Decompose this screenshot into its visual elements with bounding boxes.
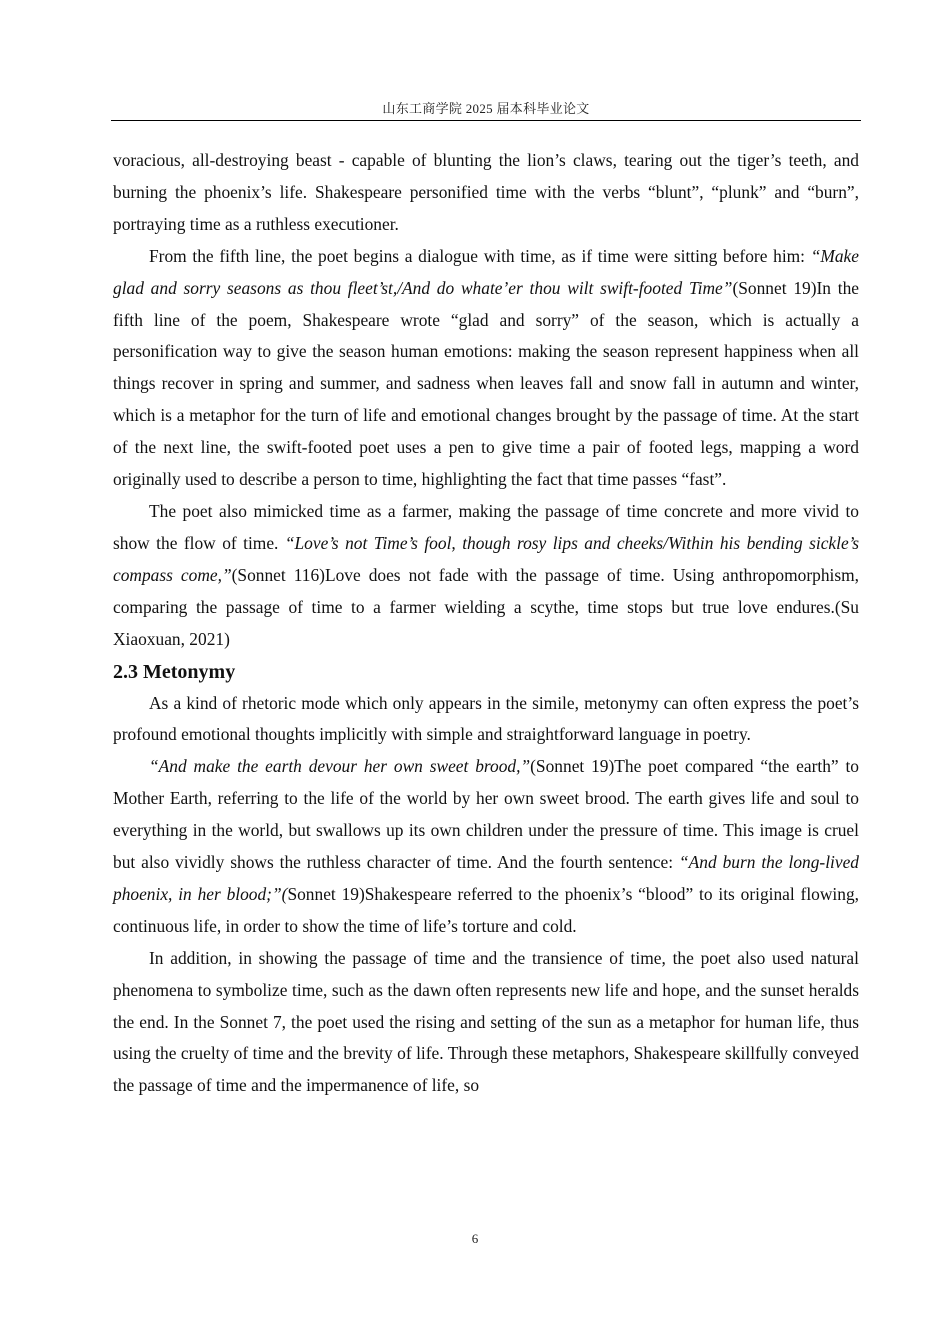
paragraph-2-tail: (Sonnet 19)In the fifth line of the poem, Shakespeare wrote “glad and sorry” of the season, which is actually a personification way to give the season human emotions: making the season represent happiness when all things recover in spring and summer, and sadness when leaves fall and snow fall in autumn and winter, which is a metaphor for the turn of life and emotional changes brought by the passage of time. At the start of the next line, the swift-footed poet uses a pen to give time a pair of footed legs, mapping a word originally used to describe a person to time, highlighting the fact that time passes “fast”. bbox=[113, 277, 859, 490]
paragraph-5 bbox=[113, 751, 859, 942]
running-header: 山东工商学院 2025 届本科毕业论文 bbox=[382, 101, 590, 116]
phoenix-blood-quote: “And burn the long-lived phoenix, in her blood;”( bbox=[113, 852, 859, 904]
paragraph-1: voracious, all-destroying beast - capable of blunting the lion’s claws, tearing out the tiger’s teeth, and burning the phoenix’s life. Shakespeare personified time with the verbs “blunt”, “plunk” and “burn”, portraying time as a ruthless executioner. bbox=[113, 150, 859, 234]
page-number: 6 bbox=[471, 1231, 479, 1246]
paragraph-4: As a kind of rhetoric mode which only appears in the simile, metonymy can often express the poet’s profound emotional thoughts implicitly with simple and straightforward language in poetry. bbox=[113, 692, 859, 745]
paragraph-6: In addition, in showing the passage of time and the transience of time, the poet also used natural phenomena to symbolize time, such as the dawn often represents new life and hope, and the sunset heralds the end. In the Sonnet 7, the poet used the rising and setting of the sun as a metaphor for human life, thus using the cruelty of time and the brevity of life. Through these metaphors, Shakespeare skillfully conveyed the passage of time and the impermanence of life, so bbox=[113, 947, 859, 1096]
paragraph-5-tail: Sonnet 19)Shakespeare referred to the phoenix’s “blood” to its original flowing, continuous life, in order to show the time of life’s torture and cold. bbox=[113, 883, 859, 936]
paragraph-3 bbox=[113, 496, 859, 656]
paragraph-3-tail: (Sonnet 116)Love does not fade with the passage of time. Using anthropomorphism, comparing the passage of time to a farmer wielding a scythe, time stops but true love endures.(Su Xiaoxuan, 2021) bbox=[113, 564, 859, 649]
sonnet-116-quote: “Love’s not Time’s fool, though rosy lips and cheeks/Within his bending sickle’s compass come,” bbox=[113, 532, 859, 585]
section-heading-metonymy: 2.3 Metonymy bbox=[113, 660, 236, 683]
paragraph-5-mid: (Sonnet 19)The poet compared “the earth” to Mother Earth, referring to the life of the world by her own sweet brood. The earth gives life and soul to everything in the world, but swallows up its own children under the pressure of time. This image is cruel but also vividly shows the ruthless character of time. And the fourth sentence: bbox=[113, 756, 860, 873]
sonnet-19-quote: “Make glad and sorry seasons as thou fleet’st,/And do whate’er thou wilt swift-footed Time” bbox=[113, 245, 859, 298]
paragraph-3-lead: The poet also mimicked time as a farmer, making the passage of time concrete and more vivid to show the flow of time. bbox=[113, 500, 859, 553]
paragraph-2 bbox=[113, 241, 859, 496]
header-rule bbox=[111, 120, 861, 121]
paragraph-2-lead: From the fifth line, the poet begins a dialogue with time, as if time were sitting before him: bbox=[149, 245, 811, 266]
earth-brood-quote: “And make the earth devour her own sweet brood,” bbox=[149, 756, 531, 777]
page-body bbox=[113, 145, 859, 1102]
